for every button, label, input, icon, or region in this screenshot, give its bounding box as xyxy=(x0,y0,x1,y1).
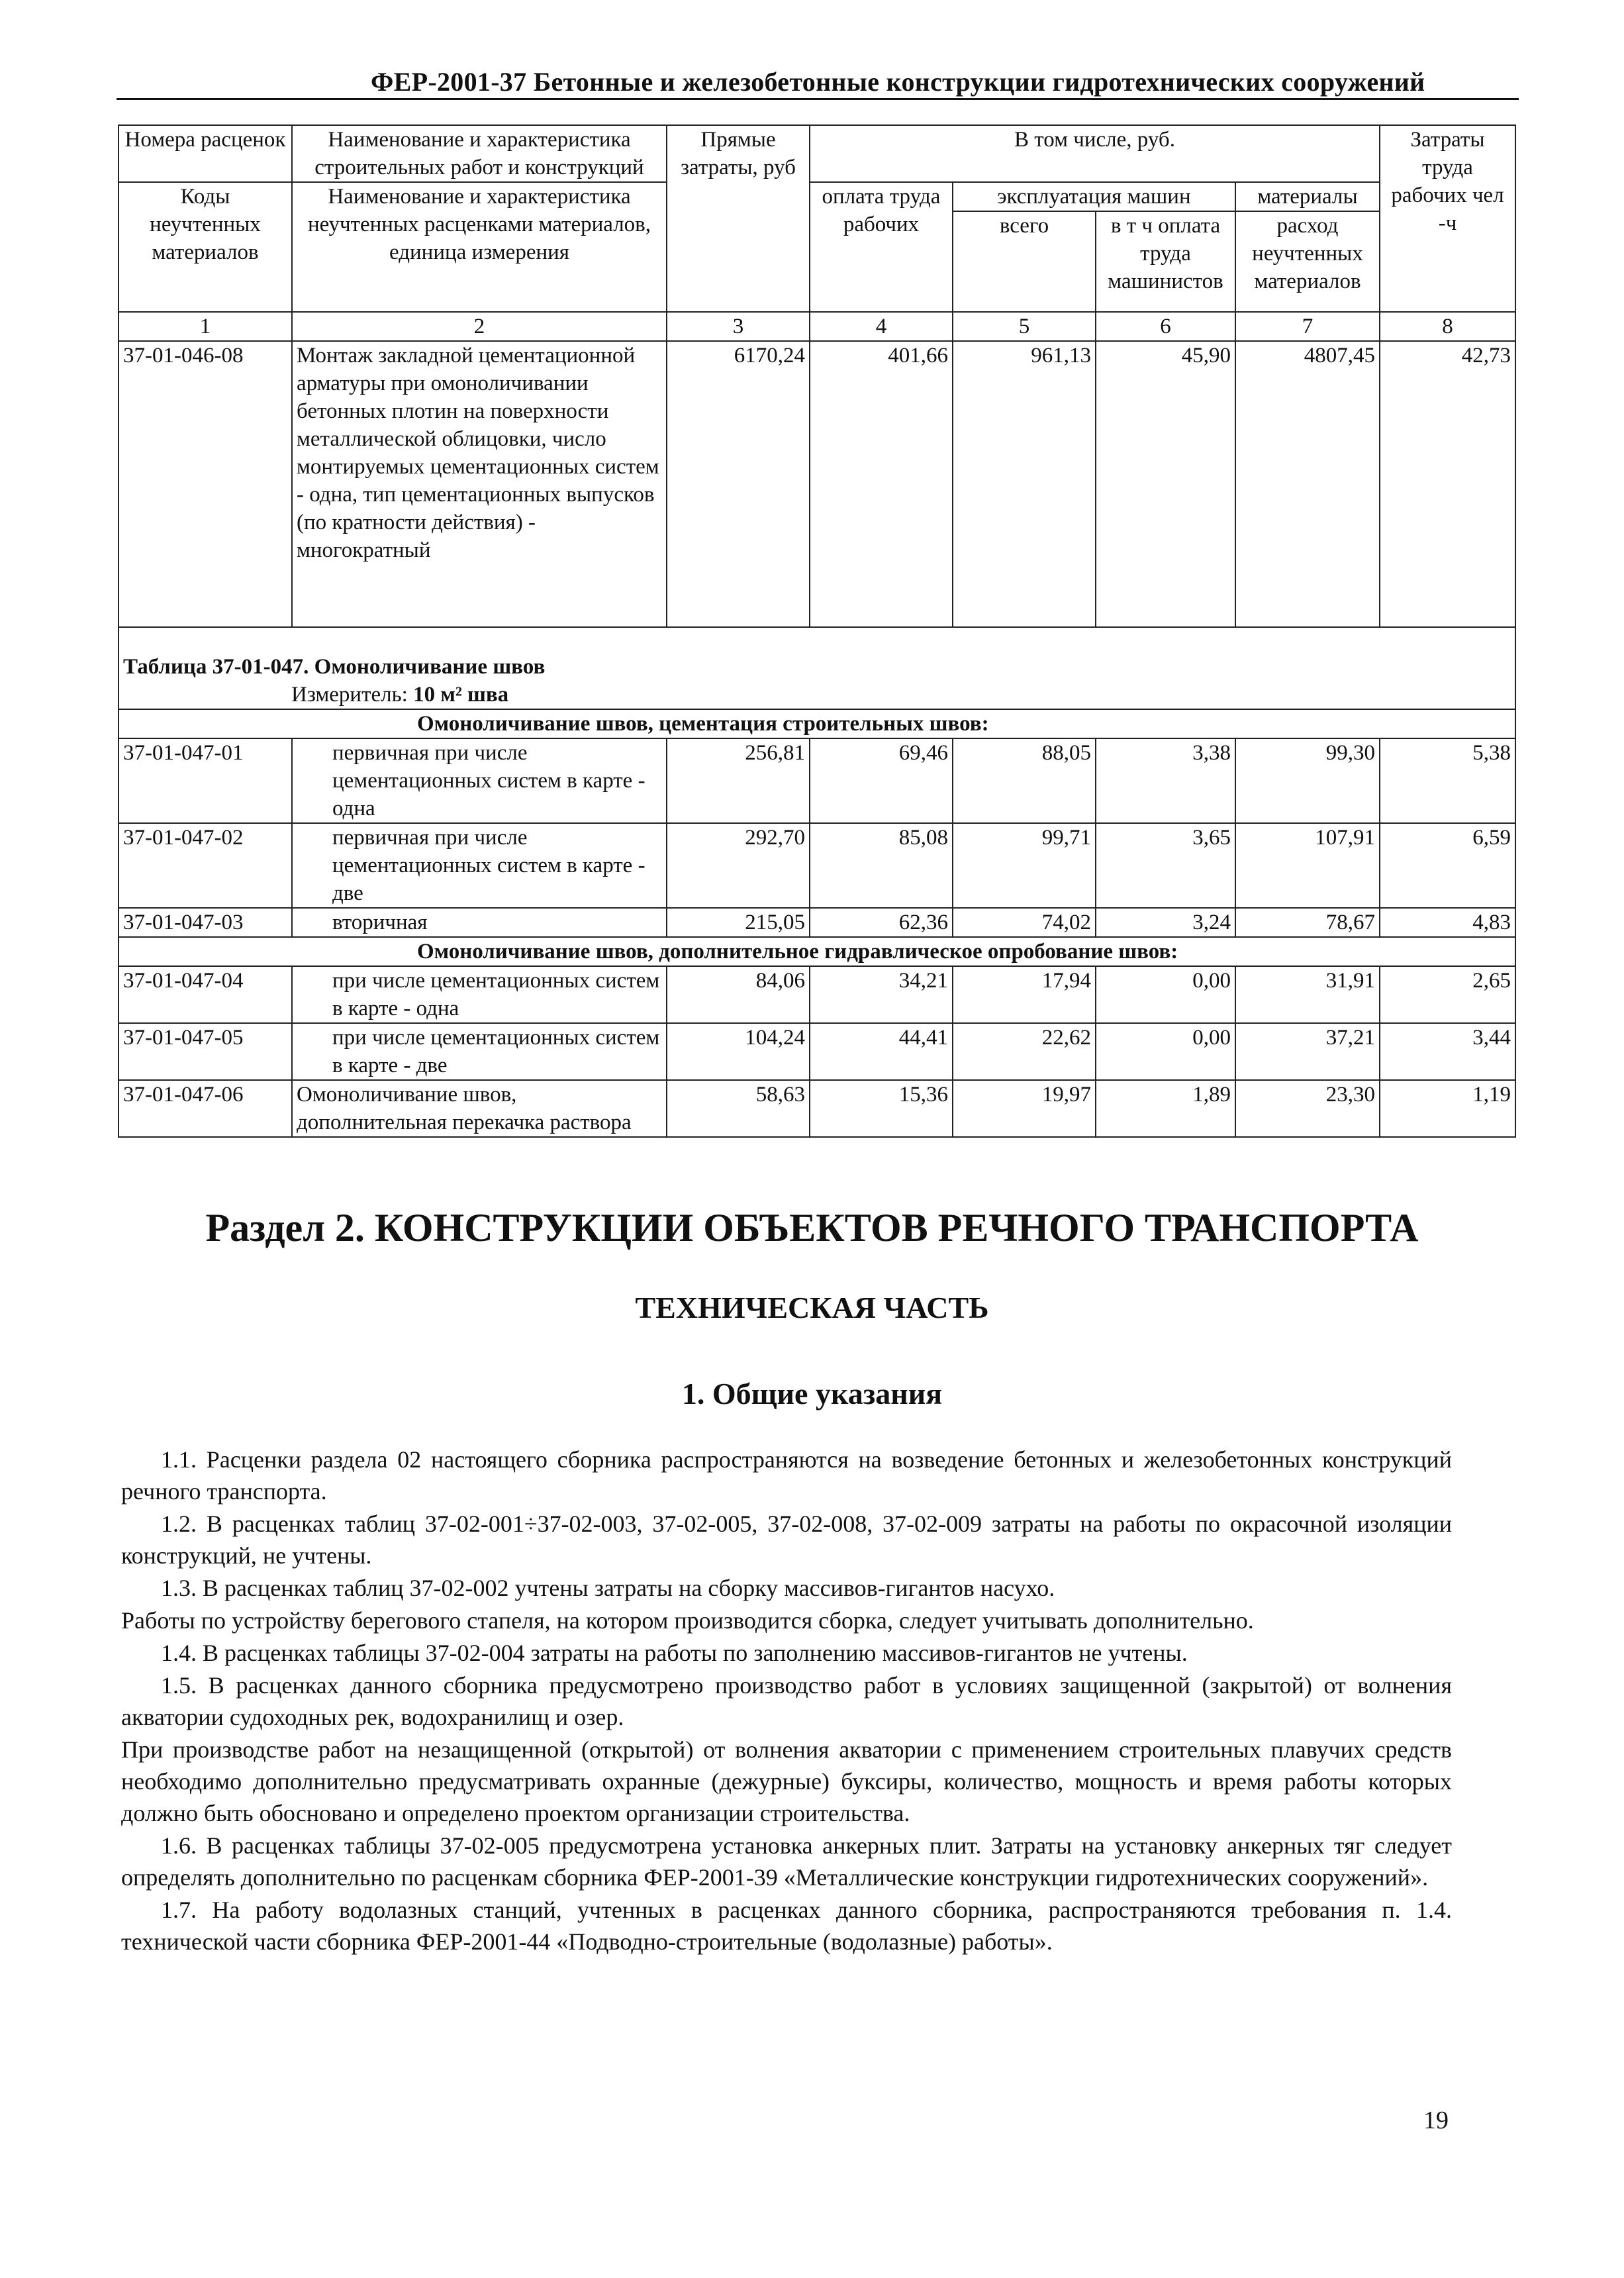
header-col1-bottom: Коды неучтенных материалов xyxy=(119,182,292,312)
labor-cost: 42,73 xyxy=(1380,341,1515,627)
operators-cost: 0,00 xyxy=(1096,966,1235,1023)
rate-name: вторичная xyxy=(292,908,667,937)
header-numbers-row xyxy=(119,312,1515,341)
wages-cost: 15,36 xyxy=(810,1080,953,1137)
labor-cost: 2,65 xyxy=(1380,966,1515,1023)
body-text xyxy=(121,1444,1452,1958)
paragraph: 1.3. В расценках таблиц 37-02-002 учтены затраты на сборку массивов-гигантов насухо. xyxy=(161,1575,1055,1601)
page-number: 19 xyxy=(1423,2106,1449,2134)
rate-code: 37-01-047-05 xyxy=(119,1023,292,1080)
meter-row xyxy=(119,681,1515,709)
header-col8: Затраты труда рабочих чел -ч xyxy=(1380,125,1515,312)
group-title-row xyxy=(119,937,1515,966)
labor-cost: 5,38 xyxy=(1380,738,1515,823)
table-row xyxy=(119,738,1515,823)
table-row xyxy=(119,908,1515,937)
direct-cost: 84,06 xyxy=(667,966,810,1023)
paragraph: 1.7. На работу водолазных станций, учтенных в расценках данного сборника, распространяются требования п. 1.4. технической части сборника ФЕР-2001-44 «Подводно-строительные (водолазные) работы». xyxy=(121,1897,1452,1955)
table-title-row xyxy=(119,627,1515,681)
wages-cost: 44,41 xyxy=(810,1023,953,1080)
meter-label: Измеритель: xyxy=(291,683,408,707)
rate-code: 37-01-047-03 xyxy=(119,908,292,937)
rate-code: 37-01-047-06 xyxy=(119,1080,292,1137)
col-number: 1 xyxy=(119,312,292,341)
machines-cost: 74,02 xyxy=(953,908,1096,937)
paragraph: 1.1. Расценки раздела 02 настоящего сборника распространяются на возведение бетонных и железобетонных конструкций речного транспорта. xyxy=(121,1446,1452,1505)
meter-value: 10 м² шва xyxy=(413,683,509,707)
meter xyxy=(119,681,1515,709)
materials-cost: 23,30 xyxy=(1235,1080,1380,1137)
technical-part-heading: ТЕХНИЧЕСКАЯ ЧАСТЬ xyxy=(635,1291,989,1324)
direct-cost: 6170,24 xyxy=(667,341,810,627)
direct-cost: 104,24 xyxy=(667,1023,810,1080)
labor-cost: 1,19 xyxy=(1380,1080,1515,1137)
header-materials: материалы xyxy=(1235,182,1380,211)
wages-cost: 401,66 xyxy=(810,341,953,627)
operators-cost: 3,38 xyxy=(1096,738,1235,823)
machines-cost: 19,97 xyxy=(953,1080,1096,1137)
rate-name: при числе цементационных систем в карте - одна xyxy=(292,966,667,1023)
paragraph: 1.5. В расценках данного сборника предусмотрено производство работ в условиях защищенной (закрытой) от волнения акватории судоходных рек, водохранилищ и озер. xyxy=(121,1672,1452,1730)
rate-name: Монтаж закладной цементационной арматуры при омоноличивании бетонных плотин на поверхности металлической облицовки, число монтируемых цементационных систем - одна, тип цементационных выпусков (по кратности действия) - многократный xyxy=(292,341,667,627)
operators-cost: 1,89 xyxy=(1096,1080,1235,1137)
section-title: Раздел 2. КОНСТРУКЦИИ ОБЪЕКТОВ РЕЧНОГО ТРАНСПОРТА xyxy=(205,1206,1419,1250)
col-number: 7 xyxy=(1235,312,1380,341)
materials-cost: 107,91 xyxy=(1235,823,1380,908)
header-col4: оплата труда рабочих xyxy=(810,182,953,312)
operators-cost: 3,24 xyxy=(1096,908,1235,937)
direct-cost: 292,70 xyxy=(667,823,810,908)
rate-name: Омоноличивание швов, дополнительная перекачка раствора xyxy=(292,1080,667,1137)
materials-cost: 4807,45 xyxy=(1235,341,1380,627)
header-col5: всего xyxy=(953,211,1096,312)
col-number: 5 xyxy=(953,312,1096,341)
rate-code: 37-01-046-08 xyxy=(119,341,292,627)
wages-cost: 69,46 xyxy=(810,738,953,823)
col-number: 6 xyxy=(1096,312,1235,341)
rate-name: первичная при числе цементационных систем в карте - одна xyxy=(292,738,667,823)
machines-cost: 99,71 xyxy=(953,823,1096,908)
col-number: 8 xyxy=(1380,312,1515,341)
materials-cost: 78,67 xyxy=(1235,908,1380,937)
header-machines: эксплуатация машин xyxy=(953,182,1235,211)
operators-cost: 0,00 xyxy=(1096,1023,1235,1080)
rate-code: 37-01-047-01 xyxy=(119,738,292,823)
paragraph: 1.2. В расценках таблиц 37-02-001÷37-02-003, 37-02-005, 37-02-008, 37-02-009 затраты на работы по окрасочной изоляции конструкций, не учтены. xyxy=(121,1510,1452,1569)
rate-name: при числе цементационных систем в карте - две xyxy=(292,1023,667,1080)
running-header: ФЕР-2001-37 Бетонные и железобетонные конструкции гидротехнических сооружений xyxy=(371,67,1425,97)
labor-cost: 3,44 xyxy=(1380,1023,1515,1080)
materials-cost: 37,21 xyxy=(1235,1023,1380,1080)
header-col6: в т ч оплата труда машинистов xyxy=(1096,211,1235,312)
paragraph: Работы по устройству берегового стапеля, на котором производится сборка, следует учитывать дополнительно. xyxy=(121,1607,1254,1634)
table-row xyxy=(119,1080,1515,1137)
paragraph: При производстве работ на незащищенной (открытой) от волнения акватории с применением строительных плавучих средств необходимо дополнительно предусматривать охранные (дежурные) буксиры, количество, мощность и время работы которых должно быть обосновано и определено проектом организации строительства. xyxy=(121,1736,1452,1826)
col-number: 2 xyxy=(292,312,667,341)
table-row xyxy=(119,966,1515,1023)
group-title: Омоноличивание швов, дополнительное гидравлическое опробование швов: xyxy=(119,937,1515,966)
direct-cost: 256,81 xyxy=(667,738,810,823)
materials-cost: 31,91 xyxy=(1235,966,1380,1023)
wages-cost: 34,21 xyxy=(810,966,953,1023)
machines-cost: 961,13 xyxy=(953,341,1096,627)
table-title: Таблица 37-01-047. Омоноличивание швов xyxy=(119,627,1515,681)
header-row-2 xyxy=(119,182,1515,211)
labor-cost: 6,59 xyxy=(1380,823,1515,908)
direct-cost: 58,63 xyxy=(667,1080,810,1137)
wages-cost: 85,08 xyxy=(810,823,953,908)
machines-cost: 17,94 xyxy=(953,966,1096,1023)
header-including: В том числе, руб. xyxy=(810,125,1380,182)
group-title-row xyxy=(119,709,1515,738)
operators-cost: 45,90 xyxy=(1096,341,1235,627)
col-number: 3 xyxy=(667,312,810,341)
paragraph: 1.6. В расценках таблицы 37-02-005 предусмотрена установка анкерных плит. Затраты на установку анкерных тяг следует определять дополнительно по расценкам сборника ФЕР-2001-39 «Металлические конструкции гидротехнических сооружений». xyxy=(121,1832,1452,1891)
header-col3: Прямые затраты, руб xyxy=(667,125,810,312)
group-title: Омоноличивание швов, цементация строительных швов: xyxy=(119,709,1515,738)
table-row xyxy=(119,341,1515,627)
table-row xyxy=(119,823,1515,908)
paragraph: 1.4. В расценках таблицы 37-02-004 затраты на работы по заполнению массивов-гигантов не учтены. xyxy=(161,1640,1188,1666)
header-row-1 xyxy=(119,125,1515,182)
direct-cost: 215,05 xyxy=(667,908,810,937)
table-row xyxy=(119,1023,1515,1080)
operators-cost: 3,65 xyxy=(1096,823,1235,908)
rate-code: 37-01-047-04 xyxy=(119,966,292,1023)
col-number: 4 xyxy=(810,312,953,341)
rates-table xyxy=(118,124,1516,1138)
header-col2-top: Наименование и характеристика строительных работ и конструкций xyxy=(292,125,667,182)
wages-cost: 62,36 xyxy=(810,908,953,937)
header-col1-top: Номера расценок xyxy=(119,125,292,182)
general-instructions-heading: 1. Общие указания xyxy=(681,1377,943,1411)
rate-code: 37-01-047-02 xyxy=(119,823,292,908)
header-rule xyxy=(117,98,1519,100)
header-col7: расход неучтенных материалов xyxy=(1235,211,1380,312)
machines-cost: 88,05 xyxy=(953,738,1096,823)
materials-cost: 99,30 xyxy=(1235,738,1380,823)
header-col2-bottom: Наименование и характеристика неучтенных расценками материалов, единица измерения xyxy=(292,182,667,312)
machines-cost: 22,62 xyxy=(953,1023,1096,1080)
labor-cost: 4,83 xyxy=(1380,908,1515,937)
rate-name: первичная при числе цементационных систем в карте - две xyxy=(292,823,667,908)
